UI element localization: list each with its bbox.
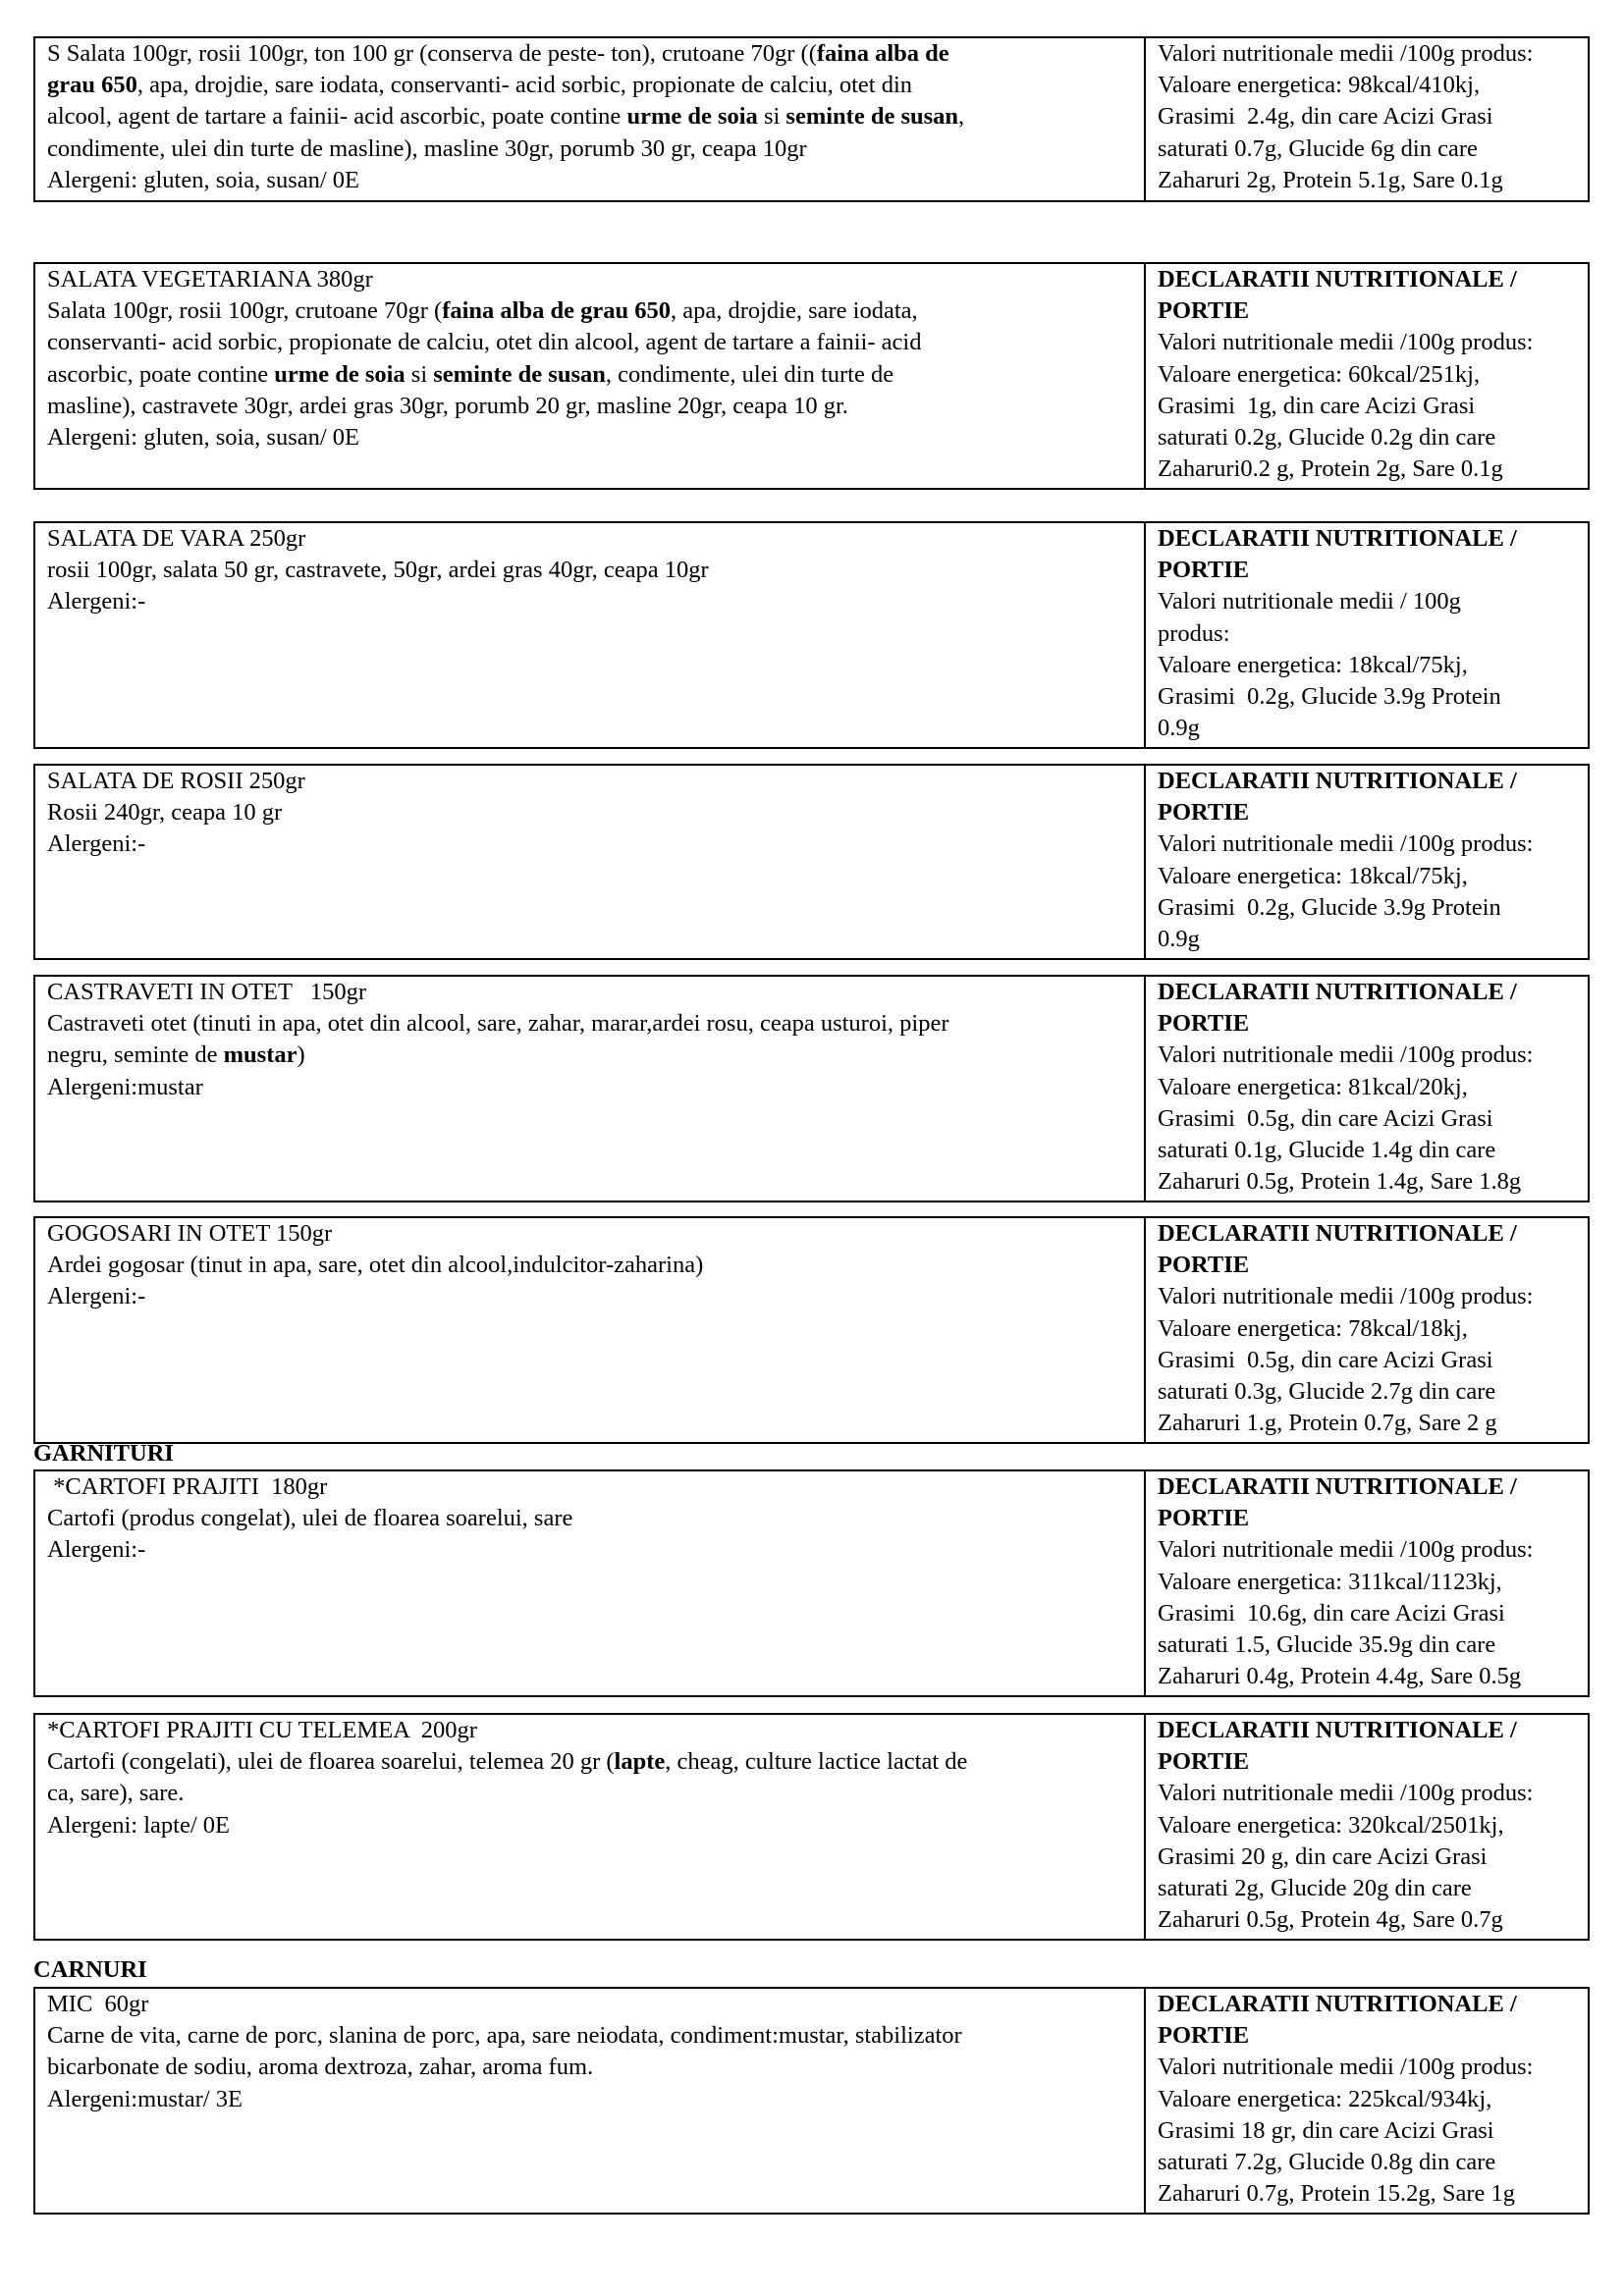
product-table — [33, 36, 1590, 202]
text-run: Alergeni:- — [47, 830, 146, 858]
text-run: Valoare energetica: 98kcal/410kj, — [1158, 72, 1481, 99]
ingredients-line — [47, 264, 1134, 295]
ingredients-line — [47, 1040, 1134, 1071]
text-run: Zaharuri 0.7g, Protein 15.2g, Sare 1g — [1158, 2180, 1516, 2208]
item-block — [33, 36, 1590, 202]
item-block — [33, 521, 1590, 749]
text-run: Grasimi 0.2g, Glucide 3.9g Protein — [1158, 683, 1501, 711]
nutrition-line — [1158, 1008, 1578, 1040]
nutrition-line — [1158, 2115, 1578, 2147]
nutrition-line — [1158, 797, 1578, 828]
text-run: SALATA VEGETARIANA 380gr — [47, 266, 373, 293]
nutrition-line — [1158, 1503, 1578, 1534]
bold-text: DECLARATII NUTRITIONALE / — [1158, 1991, 1517, 2017]
nutrition-line — [1158, 1471, 1578, 1503]
nutrition-line — [1158, 586, 1578, 617]
nutrition-line — [1158, 523, 1578, 555]
bold-text: DECLARATII NUTRITIONALE / — [1158, 979, 1517, 1005]
text-run: rosii 100gr, salata 50 gr, castravete, 50gr, ardei gras 40gr, ceapa 10gr — [47, 557, 709, 584]
nutrition-line — [1158, 1661, 1578, 1692]
nutrition-line — [1158, 1376, 1578, 1408]
nutrition-line — [1158, 1746, 1578, 1778]
item-block — [33, 262, 1590, 490]
nutrition-cell — [1145, 37, 1589, 201]
text-run: saturati 2g, Glucide 20g din care — [1158, 1875, 1472, 1902]
ingredients-cell — [34, 976, 1145, 1201]
text-run: Grasimi 10.6g, din care Acizi Grasi — [1158, 1599, 1505, 1627]
nutrition-cell — [1145, 263, 1589, 489]
ingredients-line — [47, 359, 1134, 391]
text-run: S Salata 100gr, rosii 100gr, ton 100 gr (conserva de peste- ton), crutoane 70gr (( — [47, 40, 817, 67]
ingredients-line — [47, 1715, 1134, 1746]
item-block — [33, 1713, 1590, 1941]
ingredients-line — [47, 1250, 1134, 1281]
bold-text: DECLARATII NUTRITIONALE / — [1158, 1220, 1517, 1247]
bold-text: grau 650 — [47, 72, 137, 99]
ingredients-line — [47, 101, 1134, 133]
text-run: Valori nutritionale medii /100g produs: — [1158, 1041, 1534, 1069]
nutrition-line — [1158, 924, 1578, 955]
nutrition-line — [1158, 38, 1578, 70]
bold-text: DECLARATII NUTRITIONALE / — [1158, 1473, 1517, 1500]
product-table — [33, 1987, 1590, 2215]
item-block — [33, 764, 1590, 960]
nutrition-line — [1158, 1715, 1578, 1746]
ingredients-line — [47, 1218, 1134, 1250]
nutrition-line — [1158, 1534, 1578, 1566]
text-run: Valoare energetica: 18kcal/75kj, — [1158, 651, 1468, 678]
text-run: 0.9g — [1158, 926, 1200, 953]
text-run: , apa, drojdie, sare iodata, — [670, 297, 918, 325]
text-run: Alergeni: gluten, soia, susan/ 0E — [47, 166, 359, 193]
text-run: bicarbonate de sodiu, aroma dextroza, zahar, aroma fum. — [47, 2054, 594, 2081]
nutrition-line — [1158, 1873, 1578, 1904]
ingredients-line — [47, 797, 1134, 828]
text-run: saturati 0.1g, Glucide 1.4g din care — [1158, 1137, 1496, 1164]
ingredients-line — [47, 1534, 1134, 1566]
product-table — [33, 262, 1590, 490]
text-run: saturati 0.7g, Glucide 6g din care — [1158, 134, 1478, 162]
nutrition-line — [1158, 1842, 1578, 1873]
text-run: ) — [297, 1041, 305, 1069]
ingredients-line — [47, 828, 1134, 860]
text-run: , cheag, culture lactice lactat de — [665, 1748, 968, 1776]
text-run: Valoare energetica: 78kcal/18kj, — [1158, 1314, 1468, 1342]
text-run: Salata 100gr, rosii 100gr, crutoane 70gr ( — [47, 297, 443, 325]
text-run: Valori nutritionale medii /100g produs: — [1158, 40, 1534, 67]
item-block — [33, 1987, 1590, 2215]
bold-text: DECLARATII NUTRITIONALE / — [1158, 1717, 1517, 1743]
ingredients-line — [47, 38, 1134, 70]
nutrition-line — [1158, 892, 1578, 924]
text-run: saturati 0.2g, Glucide 0.2g din care — [1158, 424, 1496, 452]
nutrition-line — [1158, 650, 1578, 681]
ingredients-line — [47, 555, 1134, 586]
text-run: negru, seminte de — [47, 1041, 224, 1069]
ingredients-line — [47, 1503, 1134, 1534]
item-block — [33, 975, 1590, 1202]
bold-text: DECLARATII NUTRITIONALE / — [1158, 525, 1517, 552]
ingredients-cell — [34, 765, 1145, 959]
nutrition-line — [1158, 555, 1578, 586]
product-table — [33, 521, 1590, 749]
nutrition-line — [1158, 1281, 1578, 1312]
ingredients-line — [47, 422, 1134, 454]
bold-text: seminte de susan — [433, 360, 606, 388]
nutrition-line — [1158, 861, 1578, 892]
text-run: Alergeni:mustar — [47, 1073, 203, 1100]
text-run: Valori nutritionale medii / 100g — [1158, 588, 1461, 615]
nutrition-line — [1158, 1218, 1578, 1250]
product-table — [33, 1216, 1590, 1444]
product-table — [33, 975, 1590, 1202]
text-run: Castraveti otet (tinuti in apa, otet din alcool, sare, zahar, marar,ardei rosu, ceapa usturoi, piper — [47, 1010, 949, 1038]
text-run: Valoare energetica: 18kcal/75kj, — [1158, 862, 1468, 889]
nutrition-cell — [1145, 1988, 1589, 2214]
ingredients-line — [47, 586, 1134, 617]
nutrition-line — [1158, 1345, 1578, 1376]
text-run: 0.9g — [1158, 715, 1200, 742]
nutrition-line — [1158, 2052, 1578, 2083]
text-run: conservanti- acid sorbic, propionate de calciu, otet din alcool, agent de tartare a fainii- acid — [47, 329, 922, 356]
text-run: Valoare energetica: 311kcal/1123kj, — [1158, 1568, 1502, 1595]
nutrition-line — [1158, 133, 1578, 165]
ingredients-line — [47, 165, 1134, 196]
text-run: Alergeni:mustar/ 3E — [47, 2085, 243, 2112]
ingredients-line — [47, 1989, 1134, 2020]
text-run: *CARTOFI PRAJITI CU TELEMEA 200gr — [47, 1717, 477, 1743]
ingredients-line — [47, 1810, 1134, 1842]
text-run: Valori nutritionale medii /100g produs: — [1158, 1283, 1534, 1310]
nutrition-line — [1158, 295, 1578, 327]
text-run: saturati 1.5, Glucide 35.9g din care — [1158, 1631, 1496, 1659]
text-run: Ardei gogosar (tinut in apa, sare, otet din alcool,indulcitor-zaharina) — [47, 1252, 704, 1279]
text-run: Valoare energetica: 81kcal/20kj, — [1158, 1073, 1468, 1100]
text-run: SALATA DE ROSII 250gr — [47, 768, 305, 794]
text-run: Zaharuri 2g, Protein 5.1g, Sare 0.1g — [1158, 166, 1503, 193]
nutrition-line — [1158, 1250, 1578, 1281]
text-run: GOGOSARI IN OTET 150gr — [47, 1220, 333, 1247]
bold-text: DECLARATII NUTRITIONALE / — [1158, 768, 1517, 794]
bold-text: PORTIE — [1158, 557, 1250, 584]
nutrition-cell — [1145, 1714, 1589, 1940]
ingredients-line — [47, 1471, 1134, 1503]
text-run: Valori nutritionale medii /100g produs: — [1158, 1780, 1534, 1807]
nutrition-line — [1158, 422, 1578, 454]
text-run: , condimente, ulei din turte de — [605, 360, 894, 388]
text-run: Valoare energetica: 60kcal/251kj, — [1158, 360, 1481, 388]
nutrition-line — [1158, 1598, 1578, 1629]
ingredients-line — [47, 327, 1134, 358]
ingredients-line — [47, 1778, 1134, 1809]
product-table — [33, 1713, 1590, 1941]
nutrition-cell — [1145, 1470, 1589, 1696]
nutrition-line — [1158, 1166, 1578, 1198]
text-run: si — [405, 360, 434, 388]
ingredients-cell — [34, 37, 1145, 201]
nutrition-line — [1158, 1135, 1578, 1166]
text-run: Grasimi 1g, din care Acizi Grasi — [1158, 392, 1476, 419]
nutrition-line — [1158, 1040, 1578, 1071]
nutrition-line — [1158, 2084, 1578, 2115]
text-run: condimente, ulei din turte de masline), masline 30gr, porumb 30 gr, ceapa 10gr — [47, 134, 807, 162]
text-run: Zaharuri 0.5g, Protein 1.4g, Sare 1.8g — [1158, 1168, 1522, 1196]
nutrition-cell — [1145, 976, 1589, 1201]
text-run: Grasimi 0.5g, din care Acizi Grasi — [1158, 1104, 1493, 1132]
bold-text: lapte — [614, 1748, 666, 1776]
nutrition-line — [1158, 1989, 1578, 2020]
ingredients-line — [47, 1281, 1134, 1312]
item-block — [33, 1216, 1590, 1444]
nutrition-line — [1158, 70, 1578, 101]
text-run: Alergeni:- — [47, 588, 146, 615]
ingredients-line — [47, 70, 1134, 101]
ingredients-cell — [34, 263, 1145, 489]
nutrition-line — [1158, 2020, 1578, 2052]
text-run: saturati 0.3g, Glucide 2.7g din care — [1158, 1378, 1496, 1406]
bold-text: PORTIE — [1158, 1505, 1250, 1532]
bold-text: PORTIE — [1158, 297, 1250, 325]
nutrition-line — [1158, 359, 1578, 391]
text-run: Valoare energetica: 320kcal/2501kj, — [1158, 1811, 1504, 1839]
nutrition-line — [1158, 1313, 1578, 1345]
text-run: Valori nutritionale medii /100g produs: — [1158, 329, 1534, 356]
product-table — [33, 764, 1590, 960]
nutrition-cell — [1145, 522, 1589, 748]
ingredients-line — [47, 977, 1134, 1008]
bold-text: PORTIE — [1158, 799, 1250, 827]
bold-text: urme de soia — [626, 103, 758, 131]
nutrition-line — [1158, 1778, 1578, 1809]
text-run: Valori nutritionale medii /100g produs: — [1158, 2054, 1534, 2081]
bold-text: urme de soia — [274, 360, 406, 388]
text-run: Grasimi 0.2g, Glucide 3.9g Protein — [1158, 893, 1501, 921]
nutrition-line — [1158, 828, 1578, 860]
section-heading-garnituri: GARNITURI — [33, 1440, 174, 1467]
nutrition-cell — [1145, 765, 1589, 959]
ingredients-line — [47, 295, 1134, 327]
bold-text: mustar — [223, 1041, 298, 1069]
ingredients-line — [47, 2052, 1134, 2083]
bold-text: faina alba de — [816, 40, 949, 67]
text-run: Zaharuri 1.g, Protein 0.7g, Sare 2 g — [1158, 1410, 1497, 1437]
nutrition-line — [1158, 391, 1578, 422]
text-run: Alergeni:- — [47, 1283, 146, 1310]
ingredients-cell — [34, 1217, 1145, 1443]
nutrition-line — [1158, 2147, 1578, 2178]
nutrition-line — [1158, 2178, 1578, 2210]
nutrition-line — [1158, 1904, 1578, 1936]
text-run: Zaharuri0.2 g, Protein 2g, Sare 0.1g — [1158, 455, 1503, 483]
nutrition-line — [1158, 1072, 1578, 1103]
text-run: *CARTOFI PRAJITI 180gr — [47, 1473, 328, 1500]
ingredients-line — [47, 1746, 1134, 1778]
ingredients-line — [47, 133, 1134, 165]
ingredients-cell — [34, 1470, 1145, 1696]
text-run: , apa, drojdie, sare iodata, conservanti- acid sorbic, propionate de calciu, otet din — [136, 72, 913, 99]
nutrition-line — [1158, 1810, 1578, 1842]
ingredients-line — [47, 1008, 1134, 1040]
nutrition-line — [1158, 713, 1578, 744]
bold-text: PORTIE — [1158, 2022, 1250, 2050]
text-run: SALATA DE VARA 250gr — [47, 525, 306, 552]
text-run: , — [958, 103, 965, 131]
product-table — [33, 1469, 1590, 1697]
ingredients-line — [47, 2020, 1134, 2052]
nutrition-line — [1158, 454, 1578, 485]
nutrition-line — [1158, 1567, 1578, 1598]
text-run: Carne de vita, carne de porc, slanina de porc, apa, sare neiodata, condiment:mustar, stabilizator — [47, 2022, 962, 2050]
nutrition-line — [1158, 101, 1578, 133]
ingredients-cell — [34, 522, 1145, 748]
bold-text: PORTIE — [1158, 1010, 1250, 1038]
nutrition-line — [1158, 977, 1578, 1008]
text-run: Cartofi (produs congelat), ulei de floarea soarelui, sare — [47, 1505, 573, 1532]
nutrition-line — [1158, 681, 1578, 713]
nutrition-line — [1158, 264, 1578, 295]
ingredients-cell — [34, 1988, 1145, 2214]
nutrition-line — [1158, 1629, 1578, 1661]
text-run: produs: — [1158, 619, 1230, 647]
text-run: ascorbic, poate contine — [47, 360, 275, 388]
text-run: Grasimi 0.5g, din care Acizi Grasi — [1158, 1346, 1493, 1373]
item-block — [33, 1469, 1590, 1697]
text-run: Valoare energetica: 225kcal/934kj, — [1158, 2085, 1492, 2112]
text-run: Grasimi 2.4g, din care Acizi Grasi — [1158, 103, 1493, 131]
text-run: Cartofi (congelati), ulei de floarea soarelui, telemea 20 gr ( — [47, 1748, 615, 1776]
text-run: Alergeni:- — [47, 1536, 146, 1564]
ingredients-cell — [34, 1714, 1145, 1940]
text-run: Valori nutritionale medii /100g produs: — [1158, 1536, 1534, 1564]
text-run: Grasimi 20 g, din care Acizi Grasi — [1158, 1842, 1488, 1870]
nutrition-line — [1158, 165, 1578, 196]
text-run: Zaharuri 0.4g, Protein 4.4g, Sare 0.5g — [1158, 1663, 1522, 1690]
text-run: Alergeni: gluten, soia, susan/ 0E — [47, 424, 359, 452]
nutrition-line — [1158, 327, 1578, 358]
nutrition-line — [1158, 618, 1578, 650]
text-run: saturati 7.2g, Glucide 0.8g din care — [1158, 2149, 1496, 2176]
bold-text: PORTIE — [1158, 1748, 1250, 1776]
nutrition-line — [1158, 1408, 1578, 1439]
text-run: alcool, agent de tartare a fainii- acid ascorbic, poate contine — [47, 103, 627, 131]
text-run: CASTRAVETI IN OTET 150gr — [47, 979, 367, 1005]
text-run: si — [757, 103, 786, 131]
nutrition-cell — [1145, 1217, 1589, 1443]
ingredients-line — [47, 523, 1134, 555]
nutrition-line — [1158, 766, 1578, 797]
text-run: Grasimi 18 gr, din care Acizi Grasi — [1158, 2116, 1494, 2144]
section-heading-carnuri: CARNURI — [33, 1956, 147, 1983]
bold-text: seminte de susan — [785, 103, 959, 131]
ingredients-line — [47, 1072, 1134, 1103]
text-run: Zaharuri 0.5g, Protein 4g, Sare 0.7g — [1158, 1906, 1503, 1934]
bold-text: faina alba de grau 650 — [442, 297, 671, 325]
text-run: Alergeni: lapte/ 0E — [47, 1811, 230, 1839]
text-run: Rosii 240gr, ceapa 10 gr — [47, 799, 283, 827]
text-run: ca, sare), sare. — [47, 1780, 185, 1807]
bold-text: PORTIE — [1158, 1252, 1250, 1279]
text-run: masline), castravete 30gr, ardei gras 30gr, porumb 20 gr, masline 20gr, ceapa 10 gr. — [47, 392, 848, 419]
ingredients-line — [47, 766, 1134, 797]
ingredients-line — [47, 2084, 1134, 2115]
bold-text: DECLARATII NUTRITIONALE / — [1158, 266, 1517, 293]
nutrition-line — [1158, 1103, 1578, 1135]
text-run: MIC 60gr — [47, 1991, 149, 2017]
text-run: Valori nutritionale medii /100g produs: — [1158, 830, 1534, 858]
ingredients-line — [47, 391, 1134, 422]
